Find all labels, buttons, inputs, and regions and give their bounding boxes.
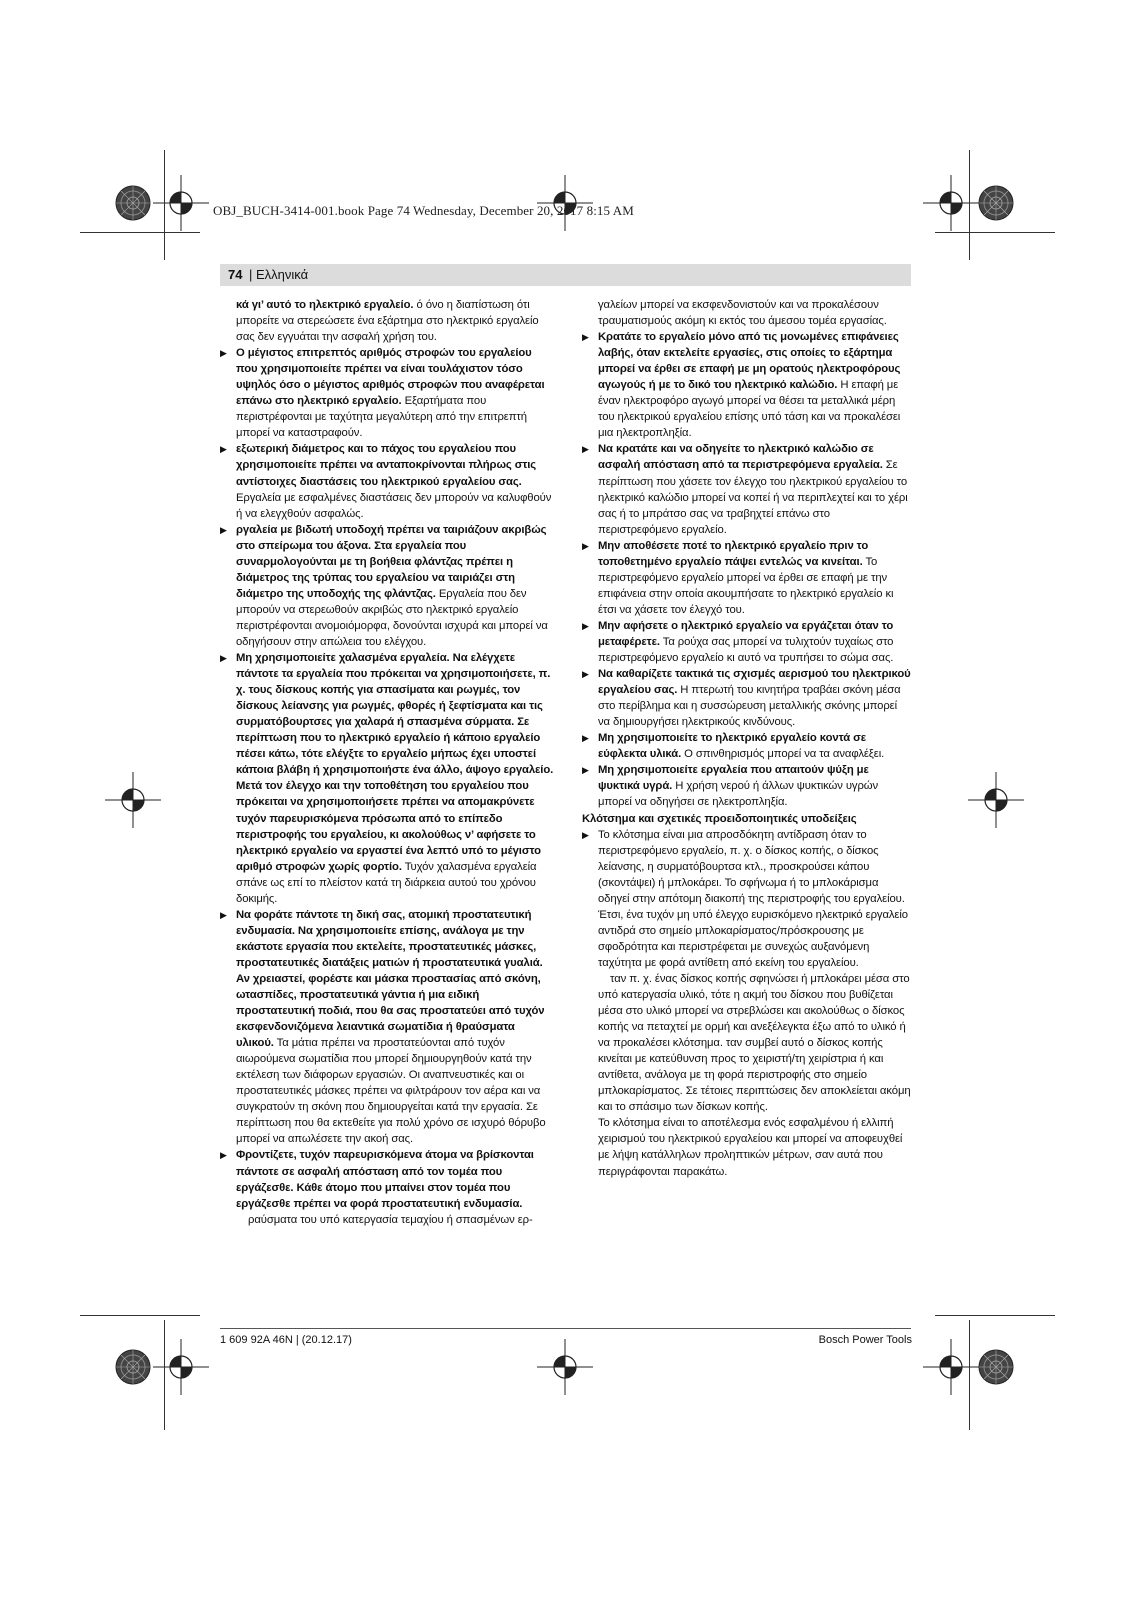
print-info: OBJ_BUCH-3414-001.book Page 74 Wednesday, December 20, 2017 8:15 AM xyxy=(213,203,634,218)
intro-paragraph: κά γι’ αυτό το ηλεκτρικό εργαλείο. ό όνο η διαπίστωση ότι μπορείτε να στερεώσετε ένα εξάρτημα στο ηλεκτρικό εργαλείο σας δεν εγγυάται την ασφαλή χρήση του. xyxy=(236,299,539,344)
list-item: ▶ ργαλεία με βιδωτή υποδοχή πρέπει να ταιριάζουν ακριβώς στο σπείρωμα του άξονα. Στα εργαλεία που συναρμολογούνται με τη βοήθεια φλάντζας πρέπει η διάμετρος της τρύπας του εργαλείου να ταιριάζει στη διάμετρο της υποδοχής της φλάντζας. Εργαλεία που δεν μπορούν να στερεωθούν ακριβώς στο ηλεκτρικό εργαλείο περιστρέφονται ανομοιόμορφα, δονούνται ισχυρά και μπορεί να οδηγήσουν στην απώλεια του ελέγχου. xyxy=(220,523,548,648)
paragraph: ταν π. χ. ένας δίσκος κοπής σφηνώσει ή μπλοκάρει μέσα στο υπό κατεργασία υλικό, τότε η ακμή του δίσκου που βυθίζεται μέσα στο υλικό μπορεί να στρεβλώσει και ακολούθως ο δίσκος κοπής να πεταχτεί με ορμή και ανεξέλεγκτα έξω από το υλικό ή να προκαλέσει κλότσημα. ταν συμβεί αυτό ο δίσκος κοπής κινείται με κατεύθυνση προς το χειριστή/τη χειρίστρια ή και αντίθετα, ανάλογα με τη φορά περιστροφής στο σημείο μπλοκαρίσματος. Σε τέτοιες περιπτώσεις δεν αποκλείεται ακόμη και το σπάσιμο των δίσκων κοπής. xyxy=(598,972,911,1114)
crop-line xyxy=(80,1315,200,1316)
bullet-icon: ▶ xyxy=(582,669,589,680)
bullet-icon: ▶ xyxy=(582,332,589,343)
footer-rule xyxy=(220,1328,911,1329)
list-item: ▶ εξωτερική διάμετρος και το πάχος του εργαλείου που χρησιμοποιείτε πρέπει να ανταποκρίνονται πλήρως στις αντίστοιχες διαστάσεις του ηλεκτρικού εργαλείου σας. Εργαλεία με εσφαλμένες διαστάσεις δεν μπορούν να καλυφθούν ή να ελεγχθούν ασφαλώς. xyxy=(220,443,552,520)
bullet-icon: ▶ xyxy=(220,653,227,664)
paragraph: Το κλότσημα είναι το αποτέλεσμα ενός εσφαλμένου ή ελλιπή χειρισμού του ηλεκτρικού εργαλείου και μπορεί να αποφευχθεί με λήψη κατάλληλων προληπτικών μέτρων, σαν αυτά που περιγράφονται παρακάτω. xyxy=(598,1117,903,1178)
bullet-icon: ▶ xyxy=(582,444,589,455)
left-column xyxy=(220,297,554,1228)
bullet-icon: ▶ xyxy=(582,620,589,631)
list-item: ▶ Κρατάτε το εργαλείο μόνο από τις μονωμένες επιφάνειες λαβής, όταν εκτελείτε εργασίες, στις οποίες το εξάρτημα μπορεί να έρθει σε επαφή με μη ορατούς ηλεκτροφόρους αγωγούς ή με το δικό του ηλεκτρικό καλώδιο. Η επαφή με έναν ηλεκτροφόρο αγωγό μπορεί να θέσει τα μεταλλικά μέρη του ηλεκτρικού εργαλείου επίσης υπό τάση και να προκαλέσει μια ηλεκτροπληξία. xyxy=(582,331,901,440)
bullet-icon: ▶ xyxy=(220,1150,227,1161)
footer-brand: Bosch Power Tools xyxy=(818,1334,912,1346)
list-item: ▶ Μην αποθέσετε ποτέ το ηλεκτρικό εργαλείο πριν το τοποθετημένο εργαλείο πάψει εντελώς να κινείται. Το περιστρεφόμενο εργαλείο μπορεί να έρθει σε επαφή με την επιφάνεια στην οποία ακουμπήσατε το ηλεκτρικό εργαλείο κι έτσι να χάσετε τον έλεγχό του. xyxy=(582,539,894,616)
page-number: 74 xyxy=(228,267,243,282)
list-item: ▶ Ο μέγιστος επιτρεπτός αριθμός στροφών του εργαλείου που χρησιμοποιείτε πρέπει να είναι τουλάχιστον τόσο υψηλός όσο ο μέγιστος αριθμός στροφών που αναφέρεται επάνω στο ηλεκτρικό εργαλείο. Εξαρτήματα που περιστρέφονται με ταχύτητα μεγαλύτερη από την επιτρεπτή μπορεί να καταστραφούν. xyxy=(220,347,545,440)
list-item: ▶ Μη χρησιμοποιείτε χαλασμένα εργαλεία. Να ελέγχετε πάντοτε τα εργαλεία που πρόκειται να χρησιμοποιήσετε, π. χ. τους δίσκους κοπής για σπασίματα και ρωγμές, τον δίσκους λείανσης για ρωγμές, φθορές ή ξεφτίσματα και τις συρματόβουρτσες για χαλαρά ή σπασμένα σύρματα. Σε περίπτωση που το ηλεκτρικό εργαλείο ή κάποιο εργαλείο πέσει κάτω, τότε ελέγξτε το εργαλείο μήπως έχει υποστεί κάποια βλάβη ή χρησιμοποιήστε ένα άλλο, άψογο εργαλείο. Μετά τον έλεγχο και την τοποθέτηση του εργαλείου που πρόκειται να χρησιμοποιήσετε πρέπει να απομακρύνετε τυχόν παρευρισκόμενα πρόσωπα από το επίπεδο περιστροφής του εργαλείου, κι ακολούθως ν’ αφήσετε το ηλεκτρικό εργαλείο να εργαστεί ένα λεπτό υπό το μέγιστο αριθμό στροφών χωρίς φορτίο. Τυχόν χαλασμένα εργαλεία σπάνε ως επί το πλείστον κατά τη διάρκεια αυτού του χρόνου δοκιμής. xyxy=(220,652,554,905)
crop-line xyxy=(80,232,200,233)
continued-paragraph: ραύσματα του υπό κατεργασία τεμαχίου ή σπασμένων ερ- xyxy=(248,1213,533,1226)
bullet-icon: ▶ xyxy=(582,765,589,776)
crop-line xyxy=(969,1320,970,1430)
list-item: ▶ Το κλότσημα είναι μια απροσδόκητη αντίδραση όταν το περιστρεφόμενο εργαλείο, π. χ. ο δίσκος κοπής, ο δίσκος λείανσης, η συρματόβουρτσα κτλ., προσκρούσει κάπου (σκοντάψει) ή μπλοκάρει. Το σφήνωμα ή το μπλοκάρισμα οδηγεί στην απότομη διακοπή της περιστροφής του εργαλείου. Έτσι, ένα τυχόν μη υπό έλεγχο ευρισκόμενο ηλεκτρικό εργαλείο αντιδρά στο σημείο μπλοκαρίσματος/πρόσκρουσης με σφοδρότητα και περιστρέφεται με συνεχώς αυξανόμενη ταχύτητα με φορά αντίθετη από εκείνη του εργαλείου. xyxy=(582,828,908,969)
crop-line xyxy=(969,150,970,260)
list-item: ▶ Να φοράτε πάντοτε τη δική σας, ατομική προστατευτική ενδυμασία. Να χρησιμοποιείτε επίσης, ανάλογα με την εκάστοτε εργασία που εκτελείτε, προστατευτικές μάσκες, προστατευτικές διατάξεις ματιών ή προστατευτικά γυαλιά. Αν χρειαστεί, φορέστε και μάσκα προστασίας από σκόνη, ωτασπίδες, προστατευτικά γάντια ή μια ειδική προστατευτική ποδιά, που θα σας προστατεύει από τυχόν εκσφενδονιζόμενα λειαντικά σωματίδια ή θραύσματα υλικού. Τα μάτια πρέπει να προστατεύονται από τυχόν αιωρούμενα σωματίδια που μπορεί δημιουργηθούν κατά την εκτέλεση των διάφορων εργασιών. Οι αναπνευστικές και οι προστατευτικές μάσκες πρέπει να φιλτράρουν τον αέρα και να συγκρατούν τη σκόνη που δημιουργείται κατά την εργασία. Σε περίπτωση που θα εκτεθείτε για πολύ χρόνο σε ισχυρό θόρυβο μπορεί να απωλέσετε την ακοή σας. xyxy=(220,908,546,1146)
section-heading: Κλότσημα και σχετικές προειδοποιητικές υποδείξεις xyxy=(582,812,857,825)
crop-line xyxy=(935,1315,1055,1316)
footer-code: 1 609 92A 46N | (20.12.17) xyxy=(220,1334,352,1346)
bullet-icon: ▶ xyxy=(582,829,589,840)
right-column xyxy=(582,297,912,1180)
page-language: | Ελληνικά xyxy=(249,267,309,282)
bullet-icon: ▶ xyxy=(220,348,227,359)
crop-line xyxy=(164,1320,165,1430)
crop-line xyxy=(164,150,165,260)
list-item: ▶ Μη χρησιμοποιείτε εργαλεία που απαιτούν ψύξη με ψυκτικά υγρά. Η χρήση νερού ή άλλων ψυκτικών υγρών μπορεί να οδηγήσει σε ηλεκτροπληξία. xyxy=(582,764,879,809)
crop-line xyxy=(935,232,1055,233)
bullet-icon: ▶ xyxy=(220,524,227,535)
bullet-icon: ▶ xyxy=(220,909,227,920)
list-item: ▶ Μην αφήσετε ο ηλεκτρικό εργαλείο να εργάζεται όταν το μεταφέρετε. Τα ρούχα σας μπορεί να τυλιχτούν τυχαίως στο περιστρεφόμενο εργαλείο κι αυτό να τρυπήσει το σώμα σας. xyxy=(582,619,894,665)
list-item: ▶ Να κρατάτε και να οδηγείτε το ηλεκτρικό καλώδιο σε ασφαλή απόσταση από τα περιστρεφόμενα εργαλεία. Σε περίπτωση που χάσετε τον έλεγχο του ηλεκτρικού εργαλείου το ηλεκτρικό καλώδιο μπορεί να κοπεί ή να περιπλεχτεί και το χέρι σας ή το μπράτσο σας να τραβηχτεί επάνω στο περιστρεφόμενο εργαλείο. xyxy=(582,443,908,536)
page-header-bar xyxy=(220,264,911,286)
list-item: ▶ Φροντίζετε, τυχόν παρευρισκόμενα άτομα να βρίσκονται πάντοτε σε ασφαλή απόσταση από τον τομέα που εργάζεσθε. Κάθε άτομο που μπαίνει στον τομέα που εργάζεσθε πρέπει να φορά προστατευτική ενδυμασία. xyxy=(220,1149,534,1210)
bullet-icon: ▶ xyxy=(582,733,589,744)
continued-paragraph: γαλείων μπορεί να εκσφενδονιστούν και να προκαλέσουν τραυματισμούς ακόμη κι εκτός του άμεσου τομέα εργασίας. xyxy=(598,299,887,328)
list-item: ▶ Να καθαρίζετε τακτικά τις σχισμές αερισμού του ηλεκτρικού εργαλείου σας. Η πτερωτή του κινητήρα τραβάει σκόνη μέσα στο περίβλημα και η συσσώρευση μεταλλικής σκόνης μπορεί να δημιουργήσει ηλεκτρικούς κινδύνους. xyxy=(582,668,911,729)
list-item: ▶ Μη χρησιμοποιείτε το ηλεκτρικό εργαλείο κοντά σε εύφλεκτα υλικά. Ο σπινθηρισμός μπορεί να τα αναφλέξει. xyxy=(582,732,885,761)
bullet-icon: ▶ xyxy=(220,444,227,455)
bullet-icon: ▶ xyxy=(582,540,589,551)
